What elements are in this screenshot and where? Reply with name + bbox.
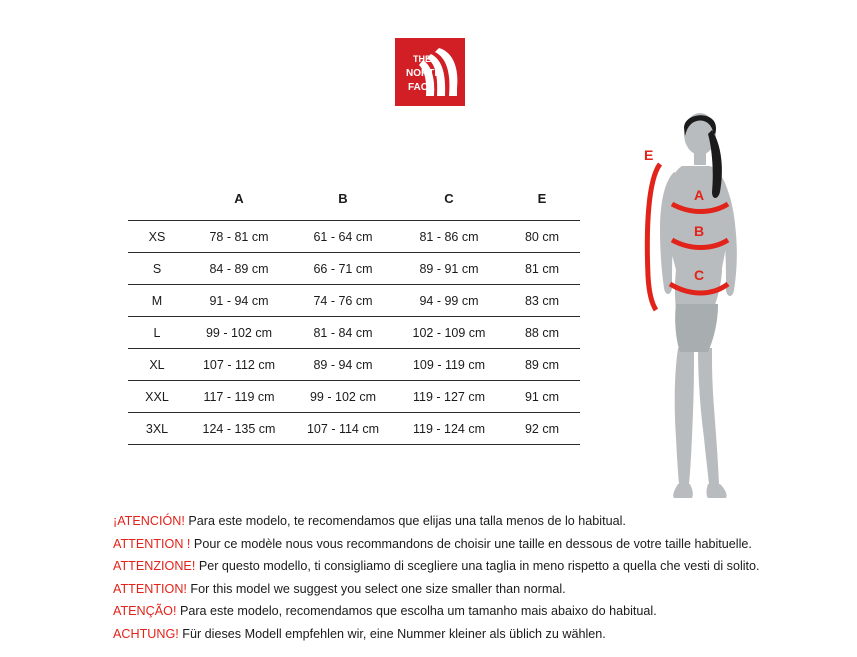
size-table-body <box>128 221 580 445</box>
cell-c: 119 - 127 cm <box>412 389 486 404</box>
cell-e: 91 cm <box>524 389 560 404</box>
note-lead: ATTENTION! <box>113 581 187 596</box>
cell-c: 94 - 99 cm <box>419 293 479 308</box>
cell-e: 83 cm <box>524 293 560 308</box>
note-lead: ATTENZIONE! <box>113 559 196 573</box>
note-text: Für dieses Modell empfehlen wir, eine Nummer kleiner als üblich zu wählen. <box>178 626 606 641</box>
note-line <box>113 623 773 646</box>
body-figure <box>612 108 792 508</box>
cell-a: 91 - 94 cm <box>209 293 269 308</box>
cell-b: 107 - 114 cm <box>306 421 380 436</box>
table-row <box>128 413 580 445</box>
note-lead: ATTENTION ! <box>113 536 191 551</box>
label-C: C <box>694 267 705 283</box>
cell-e: 88 cm <box>524 325 560 340</box>
header-col-b: B <box>338 190 348 206</box>
row-size-label: 3XL <box>145 421 169 436</box>
cell-b: 81 - 84 cm <box>313 325 373 340</box>
size-table-head <box>128 184 580 221</box>
table-row <box>128 285 580 317</box>
row-size-label: M <box>151 293 163 308</box>
row-size-label: XS <box>148 229 166 244</box>
note-text: Para este modelo, recomendamos que escolha um tamanho mais abaixo do habitual. <box>176 604 657 618</box>
note-lead: ATENÇÃO! <box>113 604 177 618</box>
row-size-label: XL <box>149 357 165 372</box>
note-line <box>113 510 773 533</box>
cell-c: 102 - 109 cm <box>412 325 486 340</box>
table-row <box>128 381 580 413</box>
note-text: Para este modelo, te recomendamos que elijas una talla menos de lo habitual. <box>184 514 626 528</box>
header-corner <box>128 184 186 221</box>
cell-a: 78 - 81 cm <box>209 229 269 244</box>
cell-c: 89 - 91 cm <box>419 261 479 276</box>
svg-text:FACE: FACE <box>408 82 435 93</box>
cell-c: 81 - 86 cm <box>419 229 479 244</box>
north-face-logo-icon <box>395 38 465 106</box>
cell-b: 99 - 102 cm <box>309 389 376 404</box>
header-col-e: E <box>537 190 547 206</box>
cell-a: 117 - 119 cm <box>203 389 275 404</box>
row-size-label: L <box>153 325 161 340</box>
notes-block <box>113 510 773 645</box>
table-row <box>128 221 580 253</box>
table-row <box>128 349 580 381</box>
table-row <box>128 317 580 349</box>
brand-logo <box>395 38 465 106</box>
female-body-illustration-icon <box>612 108 792 508</box>
cell-a: 99 - 102 cm <box>205 325 272 340</box>
note-line <box>113 600 773 623</box>
note-line <box>113 555 773 578</box>
table-row <box>128 253 580 285</box>
cell-e: 80 cm <box>524 229 560 244</box>
cell-c: 119 - 124 cm <box>412 421 486 436</box>
svg-text:THE: THE <box>413 54 431 64</box>
note-text: Pour ce modèle nous vous recommandons de choisir une taille en dessous de votre taille habituelle. <box>190 536 752 551</box>
note-line <box>113 578 773 601</box>
cell-e: 81 cm <box>524 261 560 276</box>
cell-a: 124 - 135 cm <box>202 421 276 436</box>
cell-a: 84 - 89 cm <box>209 261 269 276</box>
row-size-label: S <box>152 261 162 276</box>
cell-b: 89 - 94 cm <box>313 357 373 372</box>
note-lead: ¡ATENCIÓN! <box>113 514 185 528</box>
svg-text:NORTH: NORTH <box>406 68 442 79</box>
cell-a: 107 - 112 cm <box>202 357 276 372</box>
note-text: Per questo modello, ti consigliamo di scegliere una taglia in meno rispetto a quella che vesti di solito. <box>195 559 760 573</box>
row-size-label: XXL <box>145 389 169 404</box>
cell-e: 92 cm <box>524 421 560 436</box>
note-lead: ACHTUNG! <box>113 626 179 641</box>
cell-e: 89 cm <box>524 357 560 372</box>
header-col-c: C <box>444 190 454 206</box>
label-A: A <box>694 187 705 203</box>
cell-b: 66 - 71 cm <box>313 261 373 276</box>
label-E: E <box>644 147 654 163</box>
cell-b: 61 - 64 cm <box>313 229 373 244</box>
cell-b: 74 - 76 cm <box>313 293 373 308</box>
cell-c: 109 - 119 cm <box>412 357 486 372</box>
table-header-row <box>128 184 580 221</box>
size-table-container <box>128 184 580 445</box>
size-table <box>128 184 580 445</box>
note-text: For this model we suggest you select one size smaller than normal. <box>186 581 566 596</box>
label-B: B <box>694 223 705 239</box>
note-line <box>113 533 773 556</box>
header-col-a: A <box>234 190 244 206</box>
